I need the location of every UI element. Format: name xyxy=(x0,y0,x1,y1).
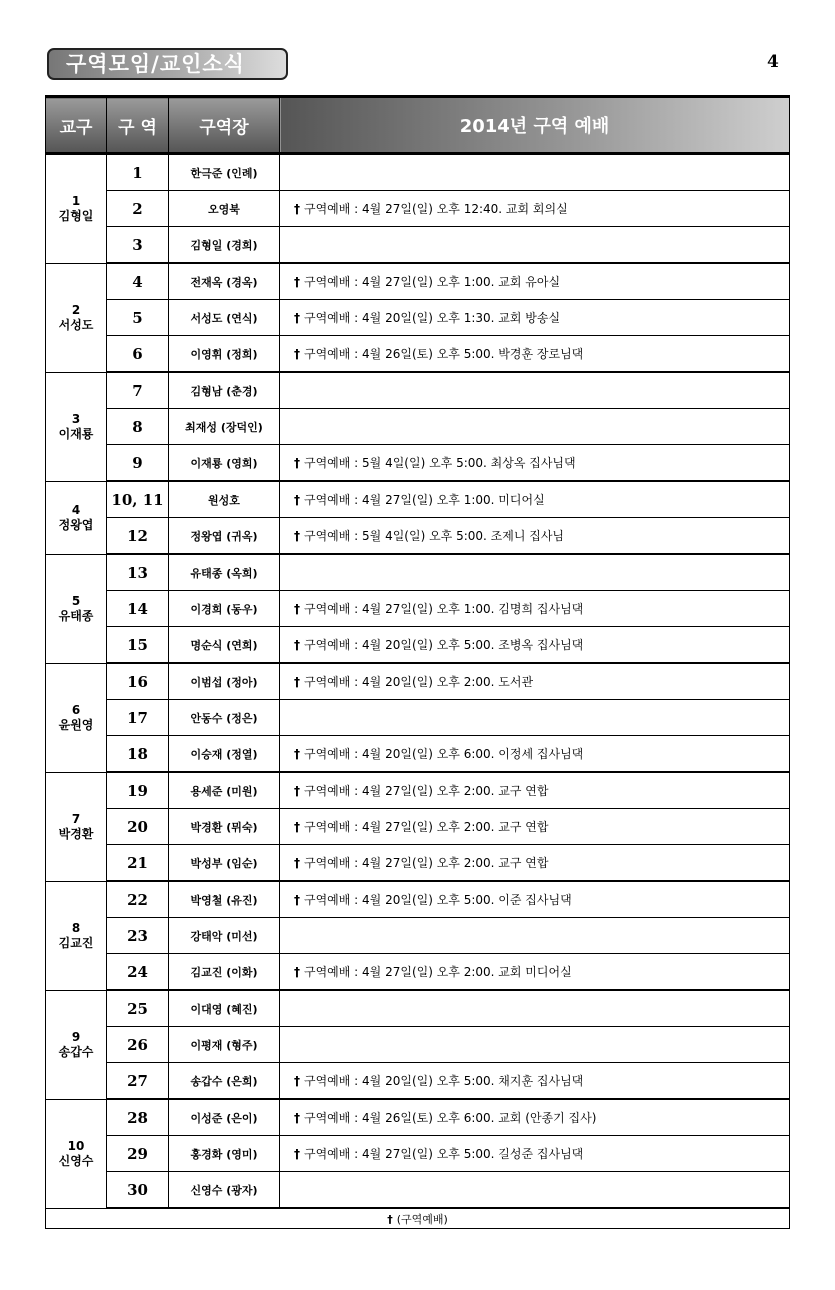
section-title: 구역모임/교인소식 xyxy=(66,51,245,76)
district-leader: 최재성 (장덕인) xyxy=(169,409,280,445)
district-leader: 안동수 (정은) xyxy=(169,700,280,736)
table-row xyxy=(46,1172,790,1209)
table-header-row xyxy=(46,97,790,154)
header-district: 구 역 xyxy=(107,97,169,154)
parish-cell xyxy=(46,663,107,772)
worship-info xyxy=(280,736,790,773)
district-leader: 이평재 (형주) xyxy=(169,1027,280,1063)
table-row xyxy=(46,227,790,264)
worship-info xyxy=(280,1027,790,1063)
district-number: 30 xyxy=(107,1172,169,1209)
district-number: 20 xyxy=(107,809,169,845)
district-leader: 한극준 (인례) xyxy=(169,154,280,191)
district-number: 27 xyxy=(107,1063,169,1100)
district-leader: 김형일 (경희) xyxy=(169,227,280,264)
worship-text: 구역예배 : 4월 20일(일) 오후 6:00. 이정세 집사님댁 xyxy=(304,747,584,761)
worship-text: 구역예배 : 4월 27일(일) 오후 2:00. 교구 연합 xyxy=(304,784,549,798)
district-number: 4 xyxy=(107,263,169,300)
district-number: 21 xyxy=(107,845,169,882)
cross-icon: † xyxy=(294,675,300,689)
district-leader: 명순식 (연희) xyxy=(169,627,280,664)
district-number: 26 xyxy=(107,1027,169,1063)
worship-info xyxy=(280,954,790,991)
district-leader: 오영북 xyxy=(169,191,280,227)
cross-icon: † xyxy=(294,311,300,325)
table-footer-row xyxy=(46,1208,790,1229)
district-number: 15 xyxy=(107,627,169,664)
district-schedule-table xyxy=(45,95,790,1229)
cross-icon: † xyxy=(294,275,300,289)
district-number: 25 xyxy=(107,990,169,1027)
parish-number: 8 xyxy=(71,920,81,935)
district-number: 29 xyxy=(107,1136,169,1172)
cross-icon: † xyxy=(294,347,300,361)
parish-cell xyxy=(46,1099,107,1208)
district-number: 24 xyxy=(107,954,169,991)
district-leader: 박영철 (유진) xyxy=(169,881,280,918)
worship-info xyxy=(280,445,790,482)
table-row xyxy=(46,700,790,736)
worship-text: 구역예배 : 4월 27일(일) 오후 2:00. 교회 미디어실 xyxy=(304,965,572,979)
district-number: 7 xyxy=(107,372,169,409)
table-row xyxy=(46,336,790,373)
district-number: 16 xyxy=(107,663,169,700)
district-number: 5 xyxy=(107,300,169,336)
worship-text: 구역예배 : 4월 26일(토) 오후 6:00. 교회 (안종기 집사) xyxy=(304,1111,597,1125)
cross-icon: † xyxy=(294,202,300,216)
district-number: 10, 11 xyxy=(107,481,169,518)
cross-icon: † xyxy=(294,784,300,798)
worship-text: 구역예배 : 4월 27일(일) 오후 2:00. 교구 연합 xyxy=(304,820,549,834)
worship-info xyxy=(280,663,790,700)
cross-icon: † xyxy=(294,638,300,652)
district-number: 3 xyxy=(107,227,169,264)
header-parish: 교구 xyxy=(46,97,107,154)
parish-number: 7 xyxy=(71,811,81,826)
district-leader: 이재룡 (영희) xyxy=(169,445,280,482)
cross-icon: † xyxy=(294,820,300,834)
table-row xyxy=(46,263,790,300)
district-number: 23 xyxy=(107,918,169,954)
worship-text: 구역예배 : 4월 20일(일) 오후 5:00. 이준 집사님댁 xyxy=(304,893,572,907)
parish-number: 1 xyxy=(71,193,81,208)
header-leader: 구역장 xyxy=(169,97,280,154)
parish-name: 서성도 xyxy=(58,317,94,332)
table-row xyxy=(46,845,790,882)
table-row xyxy=(46,736,790,773)
worship-info xyxy=(280,1063,790,1100)
worship-info xyxy=(280,409,790,445)
worship-info xyxy=(280,881,790,918)
table-row xyxy=(46,990,790,1027)
worship-info xyxy=(280,1099,790,1136)
worship-info xyxy=(280,554,790,591)
worship-text: 구역예배 : 4월 27일(일) 오후 1:00. 미디어실 xyxy=(304,493,545,507)
parish-cell xyxy=(46,481,107,554)
parish-name: 박경환 xyxy=(58,826,94,841)
district-leader: 송갑수 (은희) xyxy=(169,1063,280,1100)
footer-text: (구역예배) xyxy=(396,1212,448,1226)
table-row xyxy=(46,663,790,700)
worship-info xyxy=(280,263,790,300)
district-leader: 원성호 xyxy=(169,481,280,518)
cross-icon: † xyxy=(294,456,300,470)
worship-info xyxy=(280,1172,790,1209)
worship-text: 구역예배 : 4월 27일(일) 오후 12:40. 교회 회의실 xyxy=(304,202,568,216)
worship-text: 구역예배 : 4월 20일(일) 오후 2:00. 도서관 xyxy=(304,675,534,689)
parish-cell xyxy=(46,372,107,481)
footer-note xyxy=(46,1208,790,1229)
table-row xyxy=(46,409,790,445)
parish-name: 유태종 xyxy=(58,608,94,623)
district-number: 13 xyxy=(107,554,169,591)
parish-cell xyxy=(46,154,107,264)
district-number: 1 xyxy=(107,154,169,191)
cross-icon: † xyxy=(387,1212,393,1226)
district-leader: 전재옥 (경옥) xyxy=(169,263,280,300)
district-number: 8 xyxy=(107,409,169,445)
district-number: 6 xyxy=(107,336,169,373)
cross-icon: † xyxy=(294,1074,300,1088)
worship-text: 구역예배 : 4월 27일(일) 오후 1:00. 김명희 집사님댁 xyxy=(304,602,584,616)
district-leader: 이영휘 (정희) xyxy=(169,336,280,373)
district-leader: 유태종 (옥희) xyxy=(169,554,280,591)
table-row xyxy=(46,1136,790,1172)
parish-number: 4 xyxy=(71,502,81,517)
table-row xyxy=(46,627,790,664)
worship-info xyxy=(280,518,790,555)
district-leader: 서성도 (연식) xyxy=(169,300,280,336)
worship-info xyxy=(280,627,790,664)
cross-icon: † xyxy=(294,747,300,761)
worship-info xyxy=(280,700,790,736)
worship-text: 구역예배 : 4월 27일(일) 오후 5:00. 길성준 집사님댁 xyxy=(304,1147,584,1161)
worship-info xyxy=(280,300,790,336)
district-leader: 박경환 (뮈숙) xyxy=(169,809,280,845)
worship-info xyxy=(280,481,790,518)
district-leader: 김형남 (춘경) xyxy=(169,372,280,409)
parish-name: 정왕엽 xyxy=(58,517,94,532)
table-row xyxy=(46,954,790,991)
district-number: 28 xyxy=(107,1099,169,1136)
worship-text: 구역예배 : 5월 4일(일) 오후 5:00. 조제니 집사님 xyxy=(304,529,565,543)
district-leader: 이대영 (혜진) xyxy=(169,990,280,1027)
worship-text: 구역예배 : 4월 26일(토) 오후 5:00. 박경훈 장로님댁 xyxy=(304,347,584,361)
worship-info xyxy=(280,227,790,264)
table-row xyxy=(46,372,790,409)
district-number: 17 xyxy=(107,700,169,736)
worship-text: 구역예배 : 4월 27일(일) 오후 2:00. 교구 연합 xyxy=(304,856,549,870)
section-title-badge xyxy=(47,48,288,80)
cross-icon: † xyxy=(294,1147,300,1161)
table-row xyxy=(46,300,790,336)
worship-info xyxy=(280,372,790,409)
cross-icon: † xyxy=(294,602,300,616)
worship-info xyxy=(280,1136,790,1172)
parish-name: 이재룡 xyxy=(58,426,94,441)
table-row xyxy=(46,445,790,482)
parish-name: 김교진 xyxy=(58,935,94,950)
parish-number: 3 xyxy=(71,411,81,426)
table-row xyxy=(46,772,790,809)
worship-text: 구역예배 : 4월 20일(일) 오후 5:00. 조병옥 집사님댁 xyxy=(304,638,584,652)
district-number: 9 xyxy=(107,445,169,482)
worship-info xyxy=(280,918,790,954)
district-leader: 김교진 (이화) xyxy=(169,954,280,991)
worship-info xyxy=(280,154,790,191)
worship-info xyxy=(280,845,790,882)
parish-cell xyxy=(46,881,107,990)
district-leader: 용세준 (미원) xyxy=(169,772,280,809)
cross-icon: † xyxy=(294,493,300,507)
district-leader: 이경희 (동우) xyxy=(169,591,280,627)
district-leader: 정왕엽 (귀옥) xyxy=(169,518,280,555)
table-row xyxy=(46,154,790,191)
parish-number: 9 xyxy=(71,1029,81,1044)
cross-icon: † xyxy=(294,529,300,543)
page-number: 4 xyxy=(767,52,779,72)
district-number: 19 xyxy=(107,772,169,809)
table-row xyxy=(46,591,790,627)
parish-number: 10 xyxy=(67,1138,85,1153)
district-leader: 박성부 (임순) xyxy=(169,845,280,882)
worship-info xyxy=(280,772,790,809)
parish-cell xyxy=(46,263,107,372)
district-number: 14 xyxy=(107,591,169,627)
district-leader: 이승재 (정열) xyxy=(169,736,280,773)
worship-info xyxy=(280,809,790,845)
district-leader: 신영수 (광자) xyxy=(169,1172,280,1209)
worship-text: 구역예배 : 4월 20일(일) 오후 5:00. 채지훈 집사님댁 xyxy=(304,1074,584,1088)
cross-icon: † xyxy=(294,856,300,870)
worship-info xyxy=(280,191,790,227)
table-row xyxy=(46,1099,790,1136)
worship-text: 구역예배 : 5월 4일(일) 오후 5:00. 최상옥 집사님댁 xyxy=(304,456,576,470)
worship-info xyxy=(280,591,790,627)
parish-name: 김형일 xyxy=(58,208,94,223)
parish-name: 윤원영 xyxy=(58,717,94,732)
cross-icon: † xyxy=(294,965,300,979)
district-number: 22 xyxy=(107,881,169,918)
table-row xyxy=(46,881,790,918)
table-row xyxy=(46,481,790,518)
cross-icon: † xyxy=(294,893,300,907)
district-leader: 강태악 (미선) xyxy=(169,918,280,954)
header-title: 2014년 구역 예배 xyxy=(280,97,790,154)
parish-name: 송갑수 xyxy=(58,1044,94,1059)
table-body xyxy=(46,154,790,1209)
table-row xyxy=(46,1063,790,1100)
parish-name: 신영수 xyxy=(58,1153,94,1168)
worship-info xyxy=(280,990,790,1027)
parish-cell xyxy=(46,554,107,663)
district-leader: 홍경화 (영미) xyxy=(169,1136,280,1172)
parish-number: 5 xyxy=(71,593,81,608)
district-number: 12 xyxy=(107,518,169,555)
table-row xyxy=(46,918,790,954)
cross-icon: † xyxy=(294,1111,300,1125)
worship-text: 구역예배 : 4월 27일(일) 오후 1:00. 교회 유아실 xyxy=(304,275,561,289)
worship-text: 구역예배 : 4월 20일(일) 오후 1:30. 교회 방송실 xyxy=(304,311,561,325)
table-row xyxy=(46,191,790,227)
parish-cell xyxy=(46,772,107,881)
table-row xyxy=(46,518,790,555)
table-row xyxy=(46,1027,790,1063)
worship-info xyxy=(280,336,790,373)
table-row xyxy=(46,554,790,591)
district-leader: 이성준 (은이) xyxy=(169,1099,280,1136)
parish-cell xyxy=(46,990,107,1099)
district-leader: 이범섭 (정아) xyxy=(169,663,280,700)
parish-number: 2 xyxy=(71,302,81,317)
table-row xyxy=(46,809,790,845)
district-number: 2 xyxy=(107,191,169,227)
district-number: 18 xyxy=(107,736,169,773)
parish-number: 6 xyxy=(71,702,81,717)
